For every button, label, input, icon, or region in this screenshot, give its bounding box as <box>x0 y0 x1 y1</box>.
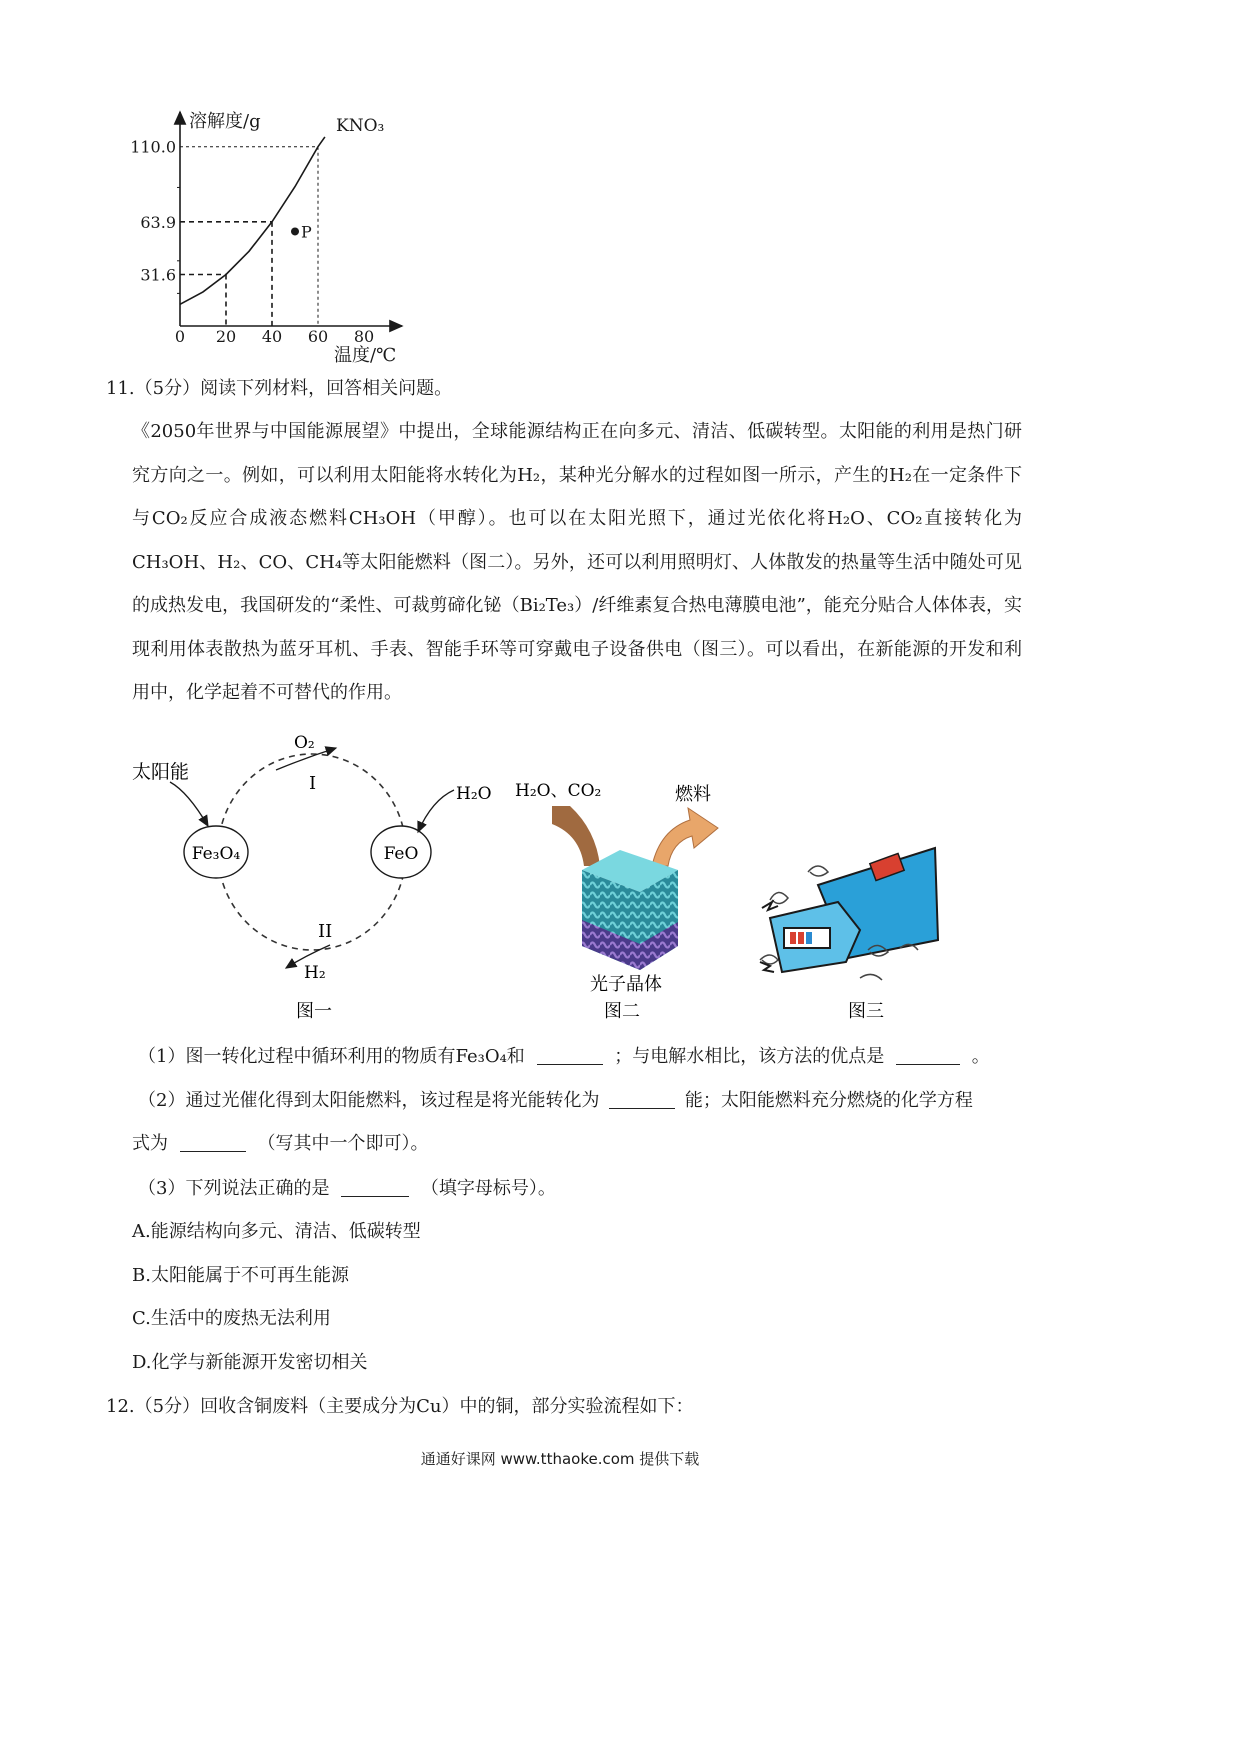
figure-3-wearable-battery <box>750 840 950 1030</box>
answer-blank-5[interactable] <box>341 1178 409 1197</box>
question-12-header: 12.（5分）回收含铜废料（主要成分为Cu）中的铜，部分实验流程如下： <box>106 1396 694 1417</box>
sub-question-1-text-b: ；与电解水相比，该方法的优点是 <box>614 1046 885 1067</box>
answer-blank-1[interactable] <box>537 1046 603 1065</box>
o2-label: O₂ <box>294 733 315 753</box>
sub-question-2-cont <box>132 1133 428 1155</box>
figure-1-caption: 图一 <box>296 1001 332 1022</box>
h2-label: H₂ <box>304 963 326 983</box>
solar-energy-label: 太阳能 <box>132 761 190 783</box>
option-a: A.能源结构向多元、清洁、低碳转型 <box>132 1221 421 1242</box>
dashed-ref-2 <box>180 147 318 326</box>
y-tick-label: 31.6 <box>140 265 176 285</box>
page-footer: 通通好课网 www.tthaoke.com 提供下载 <box>420 1450 700 1468</box>
sub-question-2-text-a: （2）通过光催化得到太阳能燃料，该过程是将光能转化为 <box>138 1090 600 1111</box>
solubility-chart <box>120 100 420 370</box>
x-tick-label: 60 <box>307 327 329 346</box>
figure-3-caption: 图三 <box>848 1001 884 1022</box>
answer-blank-2[interactable] <box>896 1046 960 1065</box>
input-arrow <box>552 806 600 866</box>
x-tick-label: 80 <box>353 327 375 346</box>
kno3-solubility-curve <box>180 137 325 304</box>
sub-question-1-text-a: （1）图一转化过程中循环利用的物质有Fe₃O₄和 <box>138 1046 525 1067</box>
solar-arrow <box>170 782 208 826</box>
sub-question-3-text-b: （填字母标号）。 <box>420 1178 556 1199</box>
output-label: 燃料 <box>675 784 711 805</box>
option-b: B.太阳能属于不可再生能源 <box>132 1265 349 1286</box>
sub-question-2-text-c: 式为 <box>132 1133 168 1154</box>
x-tick-label: 20 <box>215 327 237 346</box>
sub-question-2 <box>138 1090 973 1112</box>
photonic-crystal-label: 光子晶体 <box>590 974 662 995</box>
answer-blank-3[interactable] <box>609 1090 675 1109</box>
step-ii-label: II <box>318 921 333 942</box>
point-p-label: P <box>301 222 312 242</box>
x-tick-label: 40 <box>261 327 283 346</box>
sub-question-1-text-c: 。 <box>971 1046 990 1067</box>
series-label: KNO₃ <box>336 116 385 136</box>
figure-2-photonic-crystal <box>510 770 740 1030</box>
feo-label: FeO <box>383 844 419 864</box>
question-11-header: 11.（5分）阅读下列材料，回答相关问题。 <box>106 378 453 399</box>
h2o-label: H₂O <box>456 784 492 804</box>
option-d: D.化学与新能源开发密切相关 <box>132 1352 368 1373</box>
y-axis-label: 溶解度/g <box>189 111 261 132</box>
inputs-label: H₂O、CO₂ <box>515 781 602 801</box>
figure-1-cycle-diagram <box>120 720 520 1030</box>
option-c: C.生活中的废热无法利用 <box>132 1308 331 1329</box>
sub-question-2-text-d: （写其中一个即可）。 <box>257 1133 429 1154</box>
x-tick-label: 0 <box>174 327 186 346</box>
sub-question-2-text-b: 能；太阳能燃料充分燃烧的化学方程 <box>684 1090 973 1111</box>
step-i-label: I <box>309 773 317 794</box>
sub-question-3 <box>138 1178 556 1200</box>
h2o-arrow <box>418 790 454 832</box>
figure-2-caption: 图二 <box>604 1001 640 1022</box>
x-axis-label: 温度/℃ <box>334 345 397 366</box>
output-arrow <box>652 808 718 866</box>
y-tick-label: 110.0 <box>130 137 176 157</box>
sub-question-3-text-a: （3）下列说法正确的是 <box>138 1178 330 1199</box>
y-tick-label: 63.9 <box>140 212 176 232</box>
answer-blank-4[interactable] <box>180 1133 246 1152</box>
sub-question-1 <box>138 1046 990 1068</box>
point-p-marker <box>291 227 299 235</box>
question-11-passage: 《2050年世界与中国能源展望》中提出，全球能源结构正在向多元、清洁、低碳转型。太阳能的利用是热门研究方向之一。例如，可以利用太阳能将水转化为H₂，某种光分解水的过程如图一所示，产生的H₂在一定条件下与CO₂反应合成液态燃料CH₃OH（甲醇）。也可以在太阳光照下，通过光依化将H₂O、CO₂直接转化为CH₃OH、H₂、CO、CH₄等太阳能燃料（图二）。另外，还可以利用照明灯、人体散发的热量等生活中随处可见的成热发电，我国研发的“柔性、可裁剪碲化铋（Bi₂Te₃）/纤维素复合热电薄膜电池”，能充分贴合人体体表，实现利用体表散热为蓝牙耳机、手表、智能手环等可穿戴电子设备供电（图三）。可以看出，在新能源的开发和利用中，化学起着不可替代的作用。 <box>132 421 1022 703</box>
fe3o4-label: Fe₃O₄ <box>191 844 241 864</box>
